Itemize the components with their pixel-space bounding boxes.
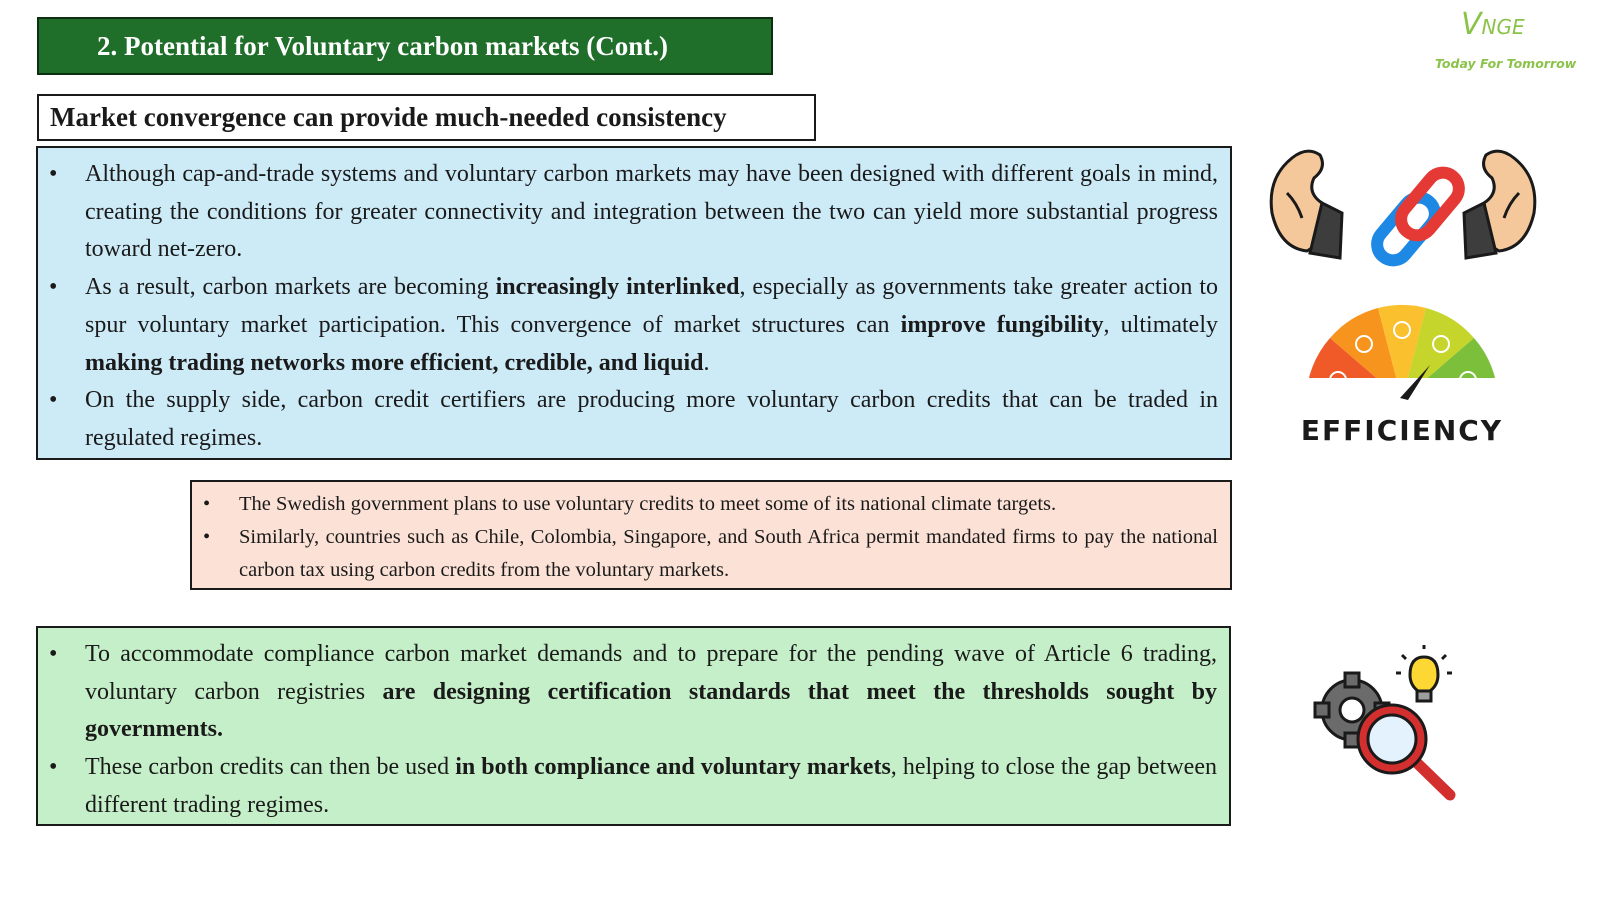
vnge-logo — [1425, 5, 1595, 80]
list-item: • The Swedish government plans to use voluntary credits to meet some of its national climate targets. — [192, 488, 1218, 521]
list-item: • As a result, carbon markets are becoming increasingly interlinked, especially as governments take greater action to spur voluntary market participation. This convergence of market structures can improve fungibility, ultimately making trading networks more efficient, credible, and liquid. — [38, 269, 1218, 382]
logo-tagline: Today For Tomorrow — [1435, 56, 1577, 71]
lightbulb-icon — [1396, 645, 1452, 701]
efficiency-label: EFFICIENCY — [1300, 414, 1504, 447]
chain-link-icon — [1371, 166, 1466, 267]
slide-title-text: 2. Potential for Voluntary carbon markets (Cont.) — [97, 30, 668, 61]
certification-box — [36, 626, 1231, 826]
examples-box — [190, 480, 1232, 590]
slide-title — [37, 17, 773, 75]
arms-chain-icon — [1262, 143, 1544, 273]
list-item: • Although cap-and-trade systems and voluntary carbon markets may have been designed with different goals in mind, creating the conditions for greater connectivity and integration between the two can yield more substantial progress toward net-zero. — [38, 156, 1218, 269]
gear-magnifier-icon — [1312, 645, 1462, 803]
magnifier-icon — [1358, 705, 1450, 795]
flexed-arm-icon — [1271, 151, 1342, 258]
list-item: • To accommodate compliance carbon market demands and to prepare for the pending wave of Article 6 trading, voluntary carbon registries are designing certification standards that meet the thresholds sought by governments. — [38, 636, 1217, 749]
section-subtitle: Market convergence can provide much-needed consistency — [37, 94, 816, 141]
logo-wordmark: VNGE — [1461, 7, 1525, 42]
list-item: • These carbon credits can then be used in both compliance and voluntary markets, helping to close the gap between different trading regimes. — [38, 749, 1217, 824]
convergence-box — [36, 146, 1232, 460]
flexed-arm-icon — [1464, 151, 1535, 258]
efficiency-gauge-icon — [1300, 300, 1505, 450]
list-item: • Similarly, countries such as Chile, Colombia, Singapore, and South Africa permit mandated firms to pay the national carbon tax using carbon credits from the voluntary markets. — [192, 521, 1218, 587]
list-item: • On the supply side, carbon credit certifiers are producing more voluntary carbon credits that can be traded in regulated regimes. — [38, 382, 1218, 457]
